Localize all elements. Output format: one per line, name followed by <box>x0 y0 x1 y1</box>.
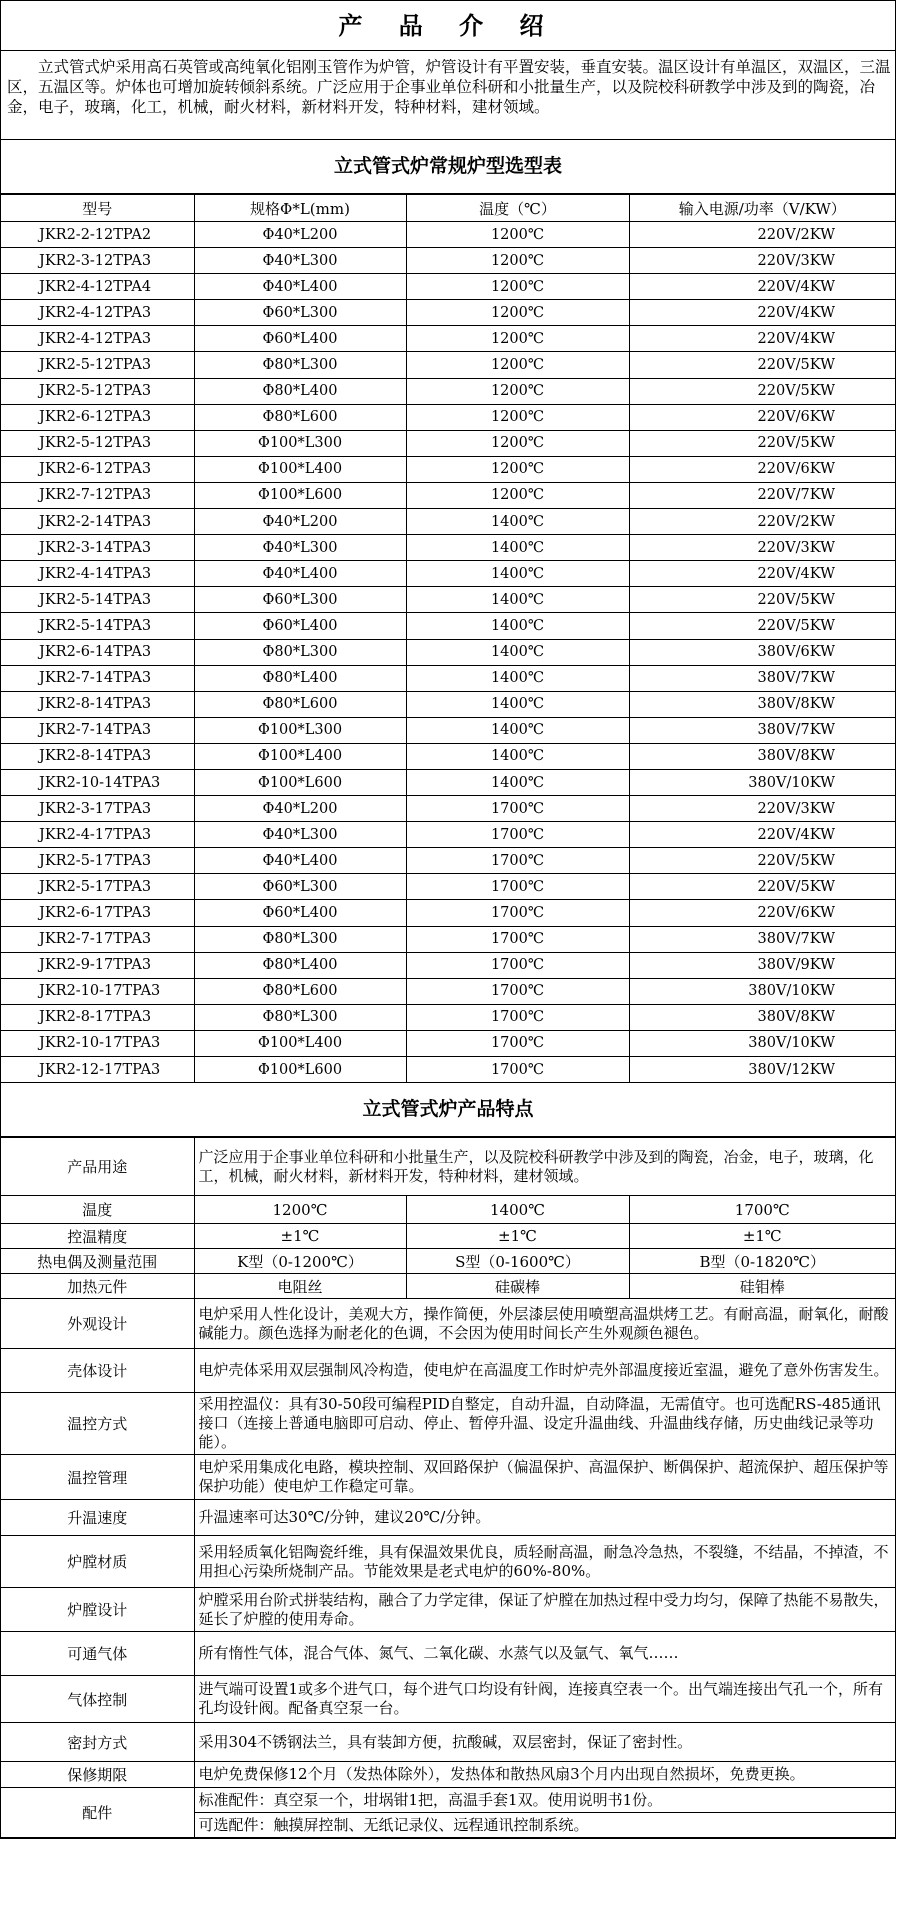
cell-model: JKR2-10-17TPA3 <box>1 1030 194 1056</box>
feature-text: 广泛应用于企事业单位科研和小批量生产，以及院校科研教学中涉及到的陶瓷，冶金，电子，玻璃，化工，机械，耐火材料，新材料开发，特种材料，建材领域。 <box>194 1138 895 1196</box>
table-row <box>1 691 895 717</box>
cell-power: 220V/4KW <box>629 561 895 587</box>
table-row <box>1 848 895 874</box>
cell-temp: 1700℃ <box>406 952 629 978</box>
cell-power: 220V/5KW <box>629 874 895 900</box>
cell-power: 220V/6KW <box>629 404 895 430</box>
cell-temp: 1400℃ <box>406 587 629 613</box>
cell-temp: 1700℃ <box>406 978 629 1004</box>
heater-value: 硅碳棒 <box>406 1274 629 1299</box>
feature-label: 加热元件 <box>1 1274 194 1299</box>
cell-power: 220V/5KW <box>629 430 895 456</box>
cell-model: JKR2-6-12TPA3 <box>1 456 194 482</box>
cell-power: 220V/5KW <box>629 587 895 613</box>
cell-power: 380V/10KW <box>629 1030 895 1056</box>
spec-table <box>1 194 895 1083</box>
feature-label: 可通气体 <box>1 1632 194 1676</box>
feature-text: 电炉免费保修12个月（发热体除外），发热体和散热风扇3个月内出现自然损坏，免费更换。 <box>194 1762 895 1788</box>
table-row <box>1 822 895 848</box>
table-row <box>1 430 895 456</box>
cell-temp: 1700℃ <box>406 1030 629 1056</box>
cell-model: JKR2-5-14TPA3 <box>1 613 194 639</box>
table-row <box>1 874 895 900</box>
cell-size: Φ60*L400 <box>194 900 406 926</box>
cell-model: JKR2-6-14TPA3 <box>1 639 194 665</box>
cell-power: 220V/5KW <box>629 613 895 639</box>
cell-model: JKR2-8-14TPA3 <box>1 691 194 717</box>
cell-power: 380V/9KW <box>629 952 895 978</box>
feature-row <box>1 1393 895 1455</box>
table-row <box>1 1057 895 1083</box>
table-row <box>1 404 895 430</box>
cell-power: 380V/10KW <box>629 978 895 1004</box>
feature-text: 采用轻质氧化铝陶瓷纤维，具有保温效果优良，质轻耐高温，耐急冷急热，不裂缝，不结晶，不掉渣，不用担心污染所烧制产品。节能效果是老式电炉的60%-80%。 <box>194 1536 895 1588</box>
table-row <box>1 587 895 613</box>
cell-temp: 1400℃ <box>406 691 629 717</box>
cell-model: JKR2-7-14TPA3 <box>1 665 194 691</box>
features-title: 立式管式炉产品特点 <box>1 1083 895 1137</box>
feature-row <box>1 1500 895 1536</box>
thermocouple-value: K型（0-1200℃） <box>194 1249 406 1274</box>
temp-value: 1700℃ <box>629 1196 895 1224</box>
table-row <box>1 222 895 248</box>
cell-size: Φ40*L400 <box>194 848 406 874</box>
cell-power: 220V/7KW <box>629 482 895 508</box>
cell-model: JKR2-5-14TPA3 <box>1 587 194 613</box>
table-row <box>1 326 895 352</box>
cell-power: 220V/4KW <box>629 300 895 326</box>
cell-model: JKR2-4-17TPA3 <box>1 822 194 848</box>
cell-model: JKR2-3-17TPA3 <box>1 796 194 822</box>
cell-temp: 1700℃ <box>406 796 629 822</box>
cell-model: JKR2-5-12TPA3 <box>1 430 194 456</box>
cell-temp: 1200℃ <box>406 300 629 326</box>
feature-text: 电炉壳体采用双层强制风冷构造，使电炉在高温度工作时炉壳外部温度接近室温，避免了意外伤害发生。 <box>194 1349 895 1393</box>
cell-temp: 1200℃ <box>406 430 629 456</box>
thermocouple-value: B型（0-1820℃） <box>629 1249 895 1274</box>
cell-size: Φ60*L400 <box>194 326 406 352</box>
table-row <box>1 926 895 952</box>
cell-temp: 1400℃ <box>406 561 629 587</box>
table-row <box>1 535 895 561</box>
feature-row <box>1 1588 895 1632</box>
feature-label: 密封方式 <box>1 1723 194 1762</box>
cell-power: 220V/4KW <box>629 326 895 352</box>
col-header-power: 输入电源/功率（V/KW） <box>629 195 895 222</box>
feature-label: 热电偶及测量范围 <box>1 1249 194 1274</box>
feature-label: 保修期限 <box>1 1762 194 1788</box>
cell-size: Φ80*L300 <box>194 352 406 378</box>
cell-power: 220V/3KW <box>629 248 895 274</box>
feature-row <box>1 1723 895 1762</box>
table-row <box>1 378 895 404</box>
heater-value: 电阻丝 <box>194 1274 406 1299</box>
cell-size: Φ60*L400 <box>194 613 406 639</box>
feature-label: 温控管理 <box>1 1455 194 1500</box>
col-header-temp: 温度（℃） <box>406 195 629 222</box>
cell-temp: 1400℃ <box>406 717 629 743</box>
cell-power: 220V/5KW <box>629 378 895 404</box>
precision-value: ±1℃ <box>406 1224 629 1249</box>
feature-label: 温控方式 <box>1 1393 194 1455</box>
table-row <box>1 978 895 1004</box>
table-row <box>1 456 895 482</box>
intro-paragraph: 立式管式炉采用高石英管或高纯氧化铝刚玉管作为炉管，炉管设计有平置安装，垂直安装。温区设计有单温区，双温区，三温区，五温区等。炉体也可增加旋转倾斜系统。广泛应用于企事业单位科研和小批量生产，以及院校科研教学中涉及到的陶瓷，冶金，电子，玻璃，化工，机械，耐火材料，新材料开发，特种材料，建材领域。 <box>1 51 895 140</box>
cell-model: JKR2-7-14TPA3 <box>1 717 194 743</box>
cell-size: Φ80*L300 <box>194 639 406 665</box>
feature-label: 壳体设计 <box>1 1349 194 1393</box>
cell-size: Φ80*L400 <box>194 952 406 978</box>
cell-size: Φ40*L200 <box>194 509 406 535</box>
feature-row <box>1 1676 895 1723</box>
cell-model: JKR2-4-12TPA3 <box>1 300 194 326</box>
table-row <box>1 248 895 274</box>
cell-model: JKR2-2-14TPA3 <box>1 509 194 535</box>
cell-model: JKR2-5-17TPA3 <box>1 848 194 874</box>
cell-size: Φ60*L300 <box>194 587 406 613</box>
cell-temp: 1700℃ <box>406 1004 629 1030</box>
spec-header-row <box>1 195 895 222</box>
cell-model: JKR2-8-17TPA3 <box>1 1004 194 1030</box>
precision-value: ±1℃ <box>629 1224 895 1249</box>
temp-value: 1200℃ <box>194 1196 406 1224</box>
cell-power: 380V/7KW <box>629 717 895 743</box>
cell-power: 220V/6KW <box>629 900 895 926</box>
cell-model: JKR2-12-17TPA3 <box>1 1057 194 1083</box>
cell-size: Φ80*L600 <box>194 691 406 717</box>
feature-text: 采用304不锈钢法兰，具有装卸方便，抗酸碱，双层密封，保证了密封性。 <box>194 1723 895 1762</box>
feature-label: 升温速度 <box>1 1500 194 1536</box>
cell-power: 380V/8KW <box>629 691 895 717</box>
feature-label: 气体控制 <box>1 1676 194 1723</box>
cell-temp: 1200℃ <box>406 456 629 482</box>
feature-row <box>1 1349 895 1393</box>
table-row <box>1 613 895 639</box>
table-row <box>1 561 895 587</box>
cell-size: Φ40*L400 <box>194 274 406 300</box>
precision-value: ±1℃ <box>194 1224 406 1249</box>
cell-power: 220V/6KW <box>629 456 895 482</box>
feature-row <box>1 1762 895 1788</box>
cell-temp: 1700℃ <box>406 848 629 874</box>
cell-model: JKR2-5-17TPA3 <box>1 874 194 900</box>
feature-label: 炉膛设计 <box>1 1588 194 1632</box>
feature-text: 炉膛采用台阶式拼装结构，融合了力学定律，保证了炉膛在加热过程中受力均匀，保障了热能不易散失，延长了炉膛的使用寿命。 <box>194 1588 895 1632</box>
cell-model: JKR2-3-14TPA3 <box>1 535 194 561</box>
cell-model: JKR2-3-12TPA3 <box>1 248 194 274</box>
cell-power: 380V/12KW <box>629 1057 895 1083</box>
cell-size: Φ100*L300 <box>194 717 406 743</box>
table-row <box>1 352 895 378</box>
cell-model: JKR2-7-17TPA3 <box>1 926 194 952</box>
feature-row <box>1 1299 895 1349</box>
accessories-optional: 可选配件：触摸屏控制、无纸记录仪、远程通讯控制系统。 <box>194 1813 895 1838</box>
feature-row-usage <box>1 1138 895 1196</box>
cell-size: Φ40*L300 <box>194 535 406 561</box>
feature-row <box>1 1455 895 1500</box>
cell-power: 220V/4KW <box>629 822 895 848</box>
cell-temp: 1200℃ <box>406 274 629 300</box>
feature-text: 电炉采用人性化设计，美观大方，操作简便，外层漆层使用喷塑高温烘烤工艺。有耐高温，耐氧化，耐酸碱能力。颜色选择为耐老化的色调，不会因为使用时间长产生外观颜色褪色。 <box>194 1299 895 1349</box>
cell-size: Φ60*L300 <box>194 874 406 900</box>
features-table <box>1 1137 895 1838</box>
cell-size: Φ40*L200 <box>194 222 406 248</box>
cell-temp: 1400℃ <box>406 509 629 535</box>
feature-text: 升温速率可达30℃/分钟，建议20℃/分钟。 <box>194 1500 895 1536</box>
cell-model: JKR2-4-14TPA3 <box>1 561 194 587</box>
feature-row-accessories <box>1 1788 895 1813</box>
cell-size: Φ100*L600 <box>194 1057 406 1083</box>
cell-temp: 1700℃ <box>406 874 629 900</box>
table-row <box>1 665 895 691</box>
cell-temp: 1700℃ <box>406 822 629 848</box>
feature-text: 电炉采用集成化电路，模块控制、双回路保护（偏温保护、高温保护、断偶保护、超流保护、超压保护等保护功能）使电炉工作稳定可靠。 <box>194 1455 895 1500</box>
cell-temp: 1700℃ <box>406 900 629 926</box>
cell-size: Φ100*L600 <box>194 769 406 795</box>
cell-power: 220V/2KW <box>629 509 895 535</box>
cell-power: 380V/8KW <box>629 743 895 769</box>
cell-power: 220V/3KW <box>629 796 895 822</box>
cell-size: Φ80*L300 <box>194 1004 406 1030</box>
cell-power: 380V/7KW <box>629 926 895 952</box>
cell-model: JKR2-8-14TPA3 <box>1 743 194 769</box>
cell-size: Φ80*L300 <box>194 926 406 952</box>
feature-label: 产品用途 <box>1 1138 194 1196</box>
page-title: 产 品 介 绍 <box>1 1 895 51</box>
feature-label: 控温精度 <box>1 1224 194 1249</box>
cell-size: Φ40*L300 <box>194 248 406 274</box>
cell-size: Φ40*L200 <box>194 796 406 822</box>
cell-model: JKR2-6-17TPA3 <box>1 900 194 926</box>
cell-temp: 1400℃ <box>406 613 629 639</box>
cell-size: Φ80*L400 <box>194 665 406 691</box>
cell-size: Φ100*L400 <box>194 743 406 769</box>
cell-temp: 1400℃ <box>406 769 629 795</box>
cell-model: JKR2-9-17TPA3 <box>1 952 194 978</box>
table-row <box>1 796 895 822</box>
cell-power: 220V/2KW <box>629 222 895 248</box>
cell-model: JKR2-5-12TPA3 <box>1 378 194 404</box>
cell-model: JKR2-5-12TPA3 <box>1 352 194 378</box>
col-header-model: 型号 <box>1 195 194 222</box>
cell-temp: 1700℃ <box>406 926 629 952</box>
cell-temp: 1200℃ <box>406 248 629 274</box>
heater-value: 硅钼棒 <box>629 1274 895 1299</box>
cell-model: JKR2-10-14TPA3 <box>1 769 194 795</box>
feature-label: 外观设计 <box>1 1299 194 1349</box>
table-row <box>1 1030 895 1056</box>
table-row <box>1 952 895 978</box>
cell-temp: 1200℃ <box>406 352 629 378</box>
cell-size: Φ100*L600 <box>194 482 406 508</box>
cell-size: Φ100*L400 <box>194 456 406 482</box>
cell-power: 220V/4KW <box>629 274 895 300</box>
feature-row-heater <box>1 1274 895 1299</box>
cell-temp: 1400℃ <box>406 639 629 665</box>
cell-size: Φ100*L300 <box>194 430 406 456</box>
table-row <box>1 274 895 300</box>
table-row <box>1 300 895 326</box>
feature-text: 采用控温仪：具有30-50段可编程PID自整定，自动升温，自动降温，无需值守。也可选配RS-485通讯接口（连接上普通电脑即可启动、停止、暂停升温、设定升温曲线、升温曲线存储，历史曲线记录等功能）。 <box>194 1393 895 1455</box>
feature-row-thermocouple <box>1 1249 895 1274</box>
cell-size: Φ80*L600 <box>194 404 406 430</box>
cell-power: 220V/5KW <box>629 352 895 378</box>
cell-power: 380V/6KW <box>629 639 895 665</box>
feature-label: 炉膛材质 <box>1 1536 194 1588</box>
table-row <box>1 769 895 795</box>
cell-temp: 1700℃ <box>406 1057 629 1083</box>
cell-size: Φ40*L300 <box>194 822 406 848</box>
feature-label: 配件 <box>1 1788 194 1838</box>
cell-temp: 1400℃ <box>406 665 629 691</box>
cell-temp: 1200℃ <box>406 404 629 430</box>
cell-model: JKR2-2-12TPA2 <box>1 222 194 248</box>
cell-model: JKR2-6-12TPA3 <box>1 404 194 430</box>
cell-temp: 1200℃ <box>406 378 629 404</box>
table-row <box>1 900 895 926</box>
cell-model: JKR2-7-12TPA3 <box>1 482 194 508</box>
cell-power: 380V/7KW <box>629 665 895 691</box>
cell-temp: 1400℃ <box>406 743 629 769</box>
cell-size: Φ40*L400 <box>194 561 406 587</box>
cell-model: JKR2-10-17TPA3 <box>1 978 194 1004</box>
thermocouple-value: S型（0-1600℃） <box>406 1249 629 1274</box>
cell-size: Φ80*L400 <box>194 378 406 404</box>
cell-model: JKR2-4-12TPA3 <box>1 326 194 352</box>
cell-temp: 1200℃ <box>406 326 629 352</box>
cell-power: 380V/10KW <box>629 769 895 795</box>
cell-power: 220V/5KW <box>629 848 895 874</box>
feature-row-temp <box>1 1196 895 1224</box>
cell-size: Φ60*L300 <box>194 300 406 326</box>
table-row <box>1 717 895 743</box>
feature-text: 进气端可设置1或多个进气口，每个进气口均设有针阀，连接真空表一个。出气端连接出气孔一个，所有孔均设针阀。配备真空泵一台。 <box>194 1676 895 1723</box>
table-row <box>1 743 895 769</box>
feature-label: 温度 <box>1 1196 194 1224</box>
cell-size: Φ100*L400 <box>194 1030 406 1056</box>
feature-text: 所有惰性气体，混合气体、氮气、二氧化碳、水蒸气以及氩气、氧气…… <box>194 1632 895 1676</box>
table-row <box>1 639 895 665</box>
cell-model: JKR2-4-12TPA4 <box>1 274 194 300</box>
cell-power: 380V/8KW <box>629 1004 895 1030</box>
cell-temp: 1200℃ <box>406 222 629 248</box>
spec-table-title: 立式管式炉常规炉型选型表 <box>1 140 895 194</box>
temp-value: 1400℃ <box>406 1196 629 1224</box>
cell-temp: 1200℃ <box>406 482 629 508</box>
feature-row <box>1 1632 895 1676</box>
cell-temp: 1400℃ <box>406 535 629 561</box>
cell-size: Φ80*L600 <box>194 978 406 1004</box>
feature-row-precision <box>1 1224 895 1249</box>
col-header-size: 规格Φ*L(mm) <box>194 195 406 222</box>
accessories-standard: 标准配件：真空泵一个，坩埚钳1把，高温手套1双。使用说明书1份。 <box>194 1788 895 1813</box>
table-row <box>1 1004 895 1030</box>
feature-row <box>1 1536 895 1588</box>
table-row <box>1 482 895 508</box>
table-row <box>1 509 895 535</box>
cell-power: 220V/3KW <box>629 535 895 561</box>
